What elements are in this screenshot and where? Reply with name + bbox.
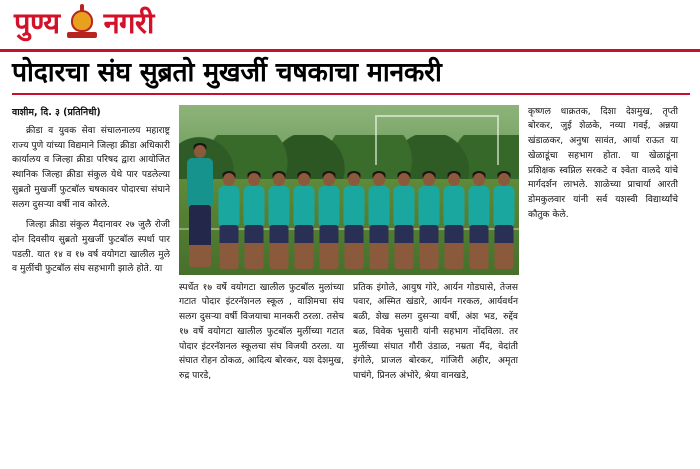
person-player	[442, 173, 465, 269]
photo-and-columns	[179, 105, 519, 390]
logo-text-right: नगरी	[103, 5, 154, 40]
person-player	[467, 173, 490, 269]
paragraph: स्पर्धेत १७ वर्षे वयोगटा खालील फुटबॉल मुलांच्या गटात पोदार इंटरनॅशनल स्कूल , वाशिमचा संघ सलग दुसऱ्या वर्षी विजयाचा मानकरी ठरला. तसेच १७ वर्षे वयोगटा खालील फुटबॉल मुलींच्या गटात पोदार इंटरनॅशनल स्कूलचा संघ विजयी ठरला. या संघात रोहन ठोकळ, आदित्य बोरकर, यश देशमुख, रुद्र पारडे,	[179, 282, 344, 381]
person-player	[492, 173, 515, 269]
paragraph: क्रीडा व युवक सेवा संचालनालय महाराष्ट्र राज्य पुणे यांच्या विद्यमाने जिल्हा क्रीडा अधिकारी कार्यालय व जिल्हा क्रीडा परिषद द्वारा आयोजित स्थानिक जिल्हा क्रीडा संकुल येथे पार पडलेल्या सुब्रतो मुखर्जी फुटबॉल चषकावर पोदारचा संघाने सलग दुसऱ्या वर्षी नाव कोरले.	[12, 125, 170, 210]
person-player	[392, 173, 415, 269]
person-player	[217, 173, 240, 269]
masthead-divider	[0, 49, 700, 52]
paragraph: प्रतिक इंगोले, आयुष गोरे, आर्यन गोडघासे, तेजस पवार, अस्मित खंडारे, आर्यन गरकल, आर्यवर्धन बळी, शेख सलग दुसऱ्या वर्षी, अंश भड, रुद्देंव बळ, विवेक भुसारी यांनी सहभाग नोंदविला. तर मुलींच्या संघात गौरी उंडाळ, नम्रता मैंद, वेदांती इंगोले, प्राजल बोरकर, गांजिरी अहीर, अमृता पाचंगे, प्रिनल अंभोरे, श्रेया वानखडे,	[353, 282, 518, 381]
team-members	[185, 141, 515, 269]
temple-dome-icon	[65, 6, 99, 40]
team-photo	[179, 105, 519, 275]
paragraph: कृष्णल धाक्रतक, दिशा देशमुख, तृप्ती बोरकर, जुई शेळके, नव्या गवई, अन्नया खंडाळकर, अनुषा सावंत, आर्या राऊत या खेळाडूंचा सहभाग होता. या खेळाडूंना प्रशिक्षक स्वप्निल सरकटे व श्वेता वालदे यांचे मार्गदर्शन लाभले. शाळेच्या प्राचार्या आरती डोमकुलवार यांनी सर्व यशस्वी विद्यार्थ्यांचे कौतुक केले.	[528, 106, 678, 220]
masthead	[0, 0, 700, 52]
person-player	[342, 173, 365, 269]
person-player	[317, 173, 340, 269]
person-coach	[185, 145, 215, 269]
article-body	[0, 99, 700, 390]
person-player	[367, 173, 390, 269]
headline-divider	[12, 93, 690, 95]
person-player	[292, 173, 315, 269]
person-player	[417, 173, 440, 269]
article-column-1	[12, 105, 170, 390]
photo-lower-columns	[179, 281, 519, 390]
logo-text-left: पुण्य	[14, 5, 60, 40]
headline-band	[0, 52, 700, 99]
paragraph: जिल्हा क्रीडा संकुल मैदानावर २७ जुलै रोजी दोन दिवसीय सुब्रतो मुखर्जी फुटबॉल स्पर्धा पार पडली. यात १४ व १७ वर्ष वयोगटा खालील मुले व मुलींची फुटबॉल संघ सहभागी झाले होते. या	[12, 220, 170, 275]
dateline: वाशीम, दि. ३ (प्रतिनिधी)	[12, 106, 101, 118]
person-player	[267, 173, 290, 269]
page-title: पोदारचा संघ सुब्रतो मुखर्जी चषकाचा मानकरी	[12, 57, 442, 88]
article-column-4	[528, 105, 678, 390]
person-player	[242, 173, 265, 269]
publication-logo	[14, 6, 700, 40]
article-column-3	[353, 281, 518, 390]
article-column-2	[179, 281, 344, 390]
